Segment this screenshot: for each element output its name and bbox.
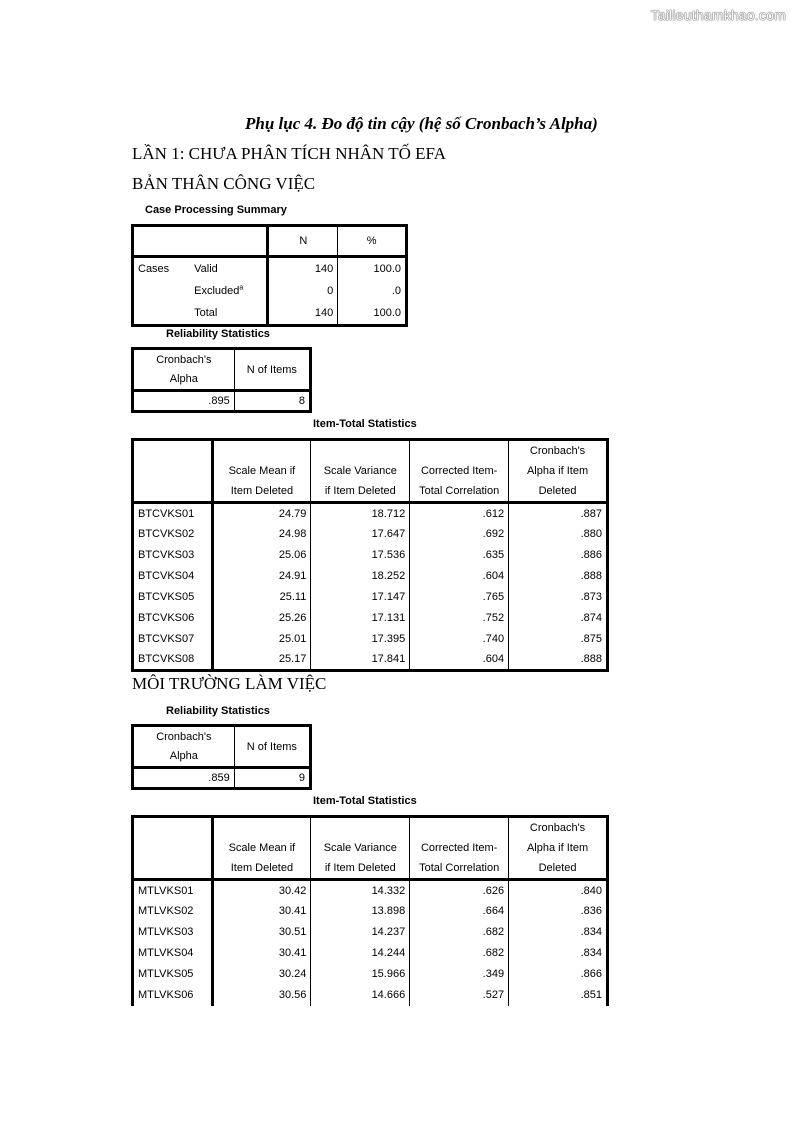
itt1-header-alpha-3: Deleted <box>509 482 608 503</box>
scale-mean-cell: 30.56 <box>212 985 311 1006</box>
alpha-if-deleted-cell: .834 <box>509 943 608 964</box>
alpha-if-deleted-cell: .887 <box>509 503 608 524</box>
scale-mean-cell: 25.11 <box>212 587 311 608</box>
cps-row <box>133 280 407 303</box>
itt2-header-var-2: if Item Deleted <box>311 859 410 880</box>
table-row <box>133 566 608 587</box>
item-label: MTLVKS05 <box>138 968 194 980</box>
cps-row-n: 140 <box>268 303 338 326</box>
scale-variance-cell: 15.966 <box>311 964 410 985</box>
corrected-correlation-cell: .765 <box>410 587 509 608</box>
itt1-header-corr-1: Corrected Item- <box>410 461 509 482</box>
scale-mean-cell: 30.41 <box>212 901 311 922</box>
cps-row <box>133 303 407 326</box>
alpha-if-deleted-cell: .886 <box>509 545 608 566</box>
cps-row-pct: 100.0 <box>338 303 407 326</box>
corrected-correlation-cell: .349 <box>410 964 509 985</box>
alpha-if-deleted-cell: .873 <box>509 587 608 608</box>
reliability-caption-2: Reliability Statistics <box>166 705 270 717</box>
item-total-caption-2: Item-Total Statistics <box>313 795 417 807</box>
scale-variance-cell: 17.536 <box>311 545 410 566</box>
item-label: MTLVKS06 <box>138 989 194 1001</box>
corrected-correlation-cell: .604 <box>410 566 509 587</box>
alpha-if-deleted-cell: .866 <box>509 964 608 985</box>
heading-lan1: LẦN 1: CHƯA PHÂN TÍCH NHÂN TỐ EFA <box>132 144 447 163</box>
itt2-header-corr-1: Corrected Item- <box>410 838 509 859</box>
itt2-header-blank <box>311 817 410 838</box>
table-row <box>133 964 608 985</box>
reliability-table-1 <box>131 347 312 413</box>
cps-row-pct: 100.0 <box>338 257 407 280</box>
heading-section-1: BẢN THÂN CÔNG VIỆC <box>132 174 316 193</box>
cps-excluded-label: Excluded <box>194 285 240 297</box>
corrected-correlation-cell: .626 <box>410 880 509 901</box>
itt1-header-blank <box>133 440 213 461</box>
itt1-header-blank <box>311 440 410 461</box>
itt1-header-alpha-2: Alpha if Item <box>509 461 608 482</box>
item-label: BTCVKS02 <box>138 528 195 540</box>
corrected-correlation-cell: .752 <box>410 608 509 629</box>
corrected-correlation-cell: .612 <box>410 503 509 524</box>
scale-mean-cell: 30.42 <box>212 880 311 901</box>
scale-variance-cell: 17.841 <box>311 650 410 671</box>
scale-variance-cell: 14.666 <box>311 985 410 1006</box>
scale-variance-cell: 14.244 <box>311 943 410 964</box>
rel1-items-value: 8 <box>234 391 310 412</box>
table-row <box>133 922 608 943</box>
cps-footnote-mark: a <box>239 284 244 292</box>
rel1-header-alpha-2: Alpha <box>133 370 235 391</box>
cps-header-blank <box>133 226 268 257</box>
table-row <box>133 985 608 1006</box>
corrected-correlation-cell: .635 <box>410 545 509 566</box>
cps-row-n: 140 <box>268 257 338 280</box>
cps-row-label: Total <box>194 307 218 320</box>
itt2-header-mean-1: Scale Mean if <box>212 838 311 859</box>
cps-row-pct: .0 <box>338 280 407 303</box>
itt1-header-blank <box>133 461 213 482</box>
itt1-header-mean-2: Item Deleted <box>212 482 311 503</box>
table-row <box>133 629 608 650</box>
rel2-header-items: N of Items <box>234 726 310 768</box>
scale-variance-cell: 17.131 <box>311 608 410 629</box>
cps-row-label <box>190 280 268 303</box>
table-row <box>133 943 608 964</box>
page-title: Phụ lục 4. Đo độ tin cậy (hệ số Cronbach’s Alpha) <box>245 114 598 133</box>
scale-mean-cell: 24.98 <box>212 524 311 545</box>
scale-variance-cell: 17.647 <box>311 524 410 545</box>
scale-mean-cell: 25.17 <box>212 650 311 671</box>
itt2-header-alpha-2: Alpha if Item <box>509 838 608 859</box>
corrected-correlation-cell: .527 <box>410 985 509 1006</box>
table-row <box>133 901 608 922</box>
scale-mean-cell: 30.41 <box>212 943 311 964</box>
corrected-correlation-cell: .682 <box>410 943 509 964</box>
cps-group-blank <box>133 280 191 303</box>
alpha-if-deleted-cell: .851 <box>509 985 608 1006</box>
scale-mean-cell: 24.79 <box>212 503 311 524</box>
alpha-if-deleted-cell: .875 <box>509 629 608 650</box>
itt1-header-blank <box>410 440 509 461</box>
item-label: BTCVKS05 <box>138 591 195 603</box>
corrected-correlation-cell: .740 <box>410 629 509 650</box>
corrected-correlation-cell: .604 <box>410 650 509 671</box>
itt1-header-mean-1: Scale Mean if <box>212 461 311 482</box>
corrected-correlation-cell: .692 <box>410 524 509 545</box>
table-row <box>133 880 608 901</box>
item-label: MTLVKS01 <box>138 884 194 897</box>
table-row <box>133 650 608 671</box>
heading-section-2: MÔI TRƯỜNG LÀM VIỆC <box>132 674 327 693</box>
scale-variance-cell: 14.332 <box>311 880 410 901</box>
rel1-header-alpha-1: Cronbach's <box>156 353 212 366</box>
alpha-if-deleted-cell: .888 <box>509 650 608 671</box>
itt2-header-blank <box>410 817 509 838</box>
scale-mean-cell: 30.51 <box>212 922 311 943</box>
itt2-header-corr-2: Total Correlation <box>410 859 509 880</box>
itt1-header-blank <box>212 440 311 461</box>
rel2-items-value: 9 <box>234 768 310 789</box>
alpha-if-deleted-cell: .874 <box>509 608 608 629</box>
rel2-header-alpha-1: Cronbach's <box>156 730 212 743</box>
rel2-alpha-value: .859 <box>208 772 230 784</box>
table-row <box>133 608 608 629</box>
itt2-header-blank <box>133 838 213 859</box>
rel1-header-items: N of Items <box>234 349 310 391</box>
cps-row-n: 0 <box>268 280 338 303</box>
rel1-alpha-value: .895 <box>208 395 230 407</box>
scale-mean-cell: 24.91 <box>212 566 311 587</box>
item-label: MTLVKS03 <box>138 926 194 938</box>
itt1-header-corr-2: Total Correlation <box>410 482 509 503</box>
item-total-caption-1: Item-Total Statistics <box>313 418 417 430</box>
scale-mean-cell: 25.06 <box>212 545 311 566</box>
scale-mean-cell: 25.01 <box>212 629 311 650</box>
itt2-header-blank <box>212 817 311 838</box>
scale-variance-cell: 17.147 <box>311 587 410 608</box>
item-total-table-2 <box>131 815 609 1006</box>
alpha-if-deleted-cell: .836 <box>509 901 608 922</box>
itt2-header-mean-2: Item Deleted <box>212 859 311 880</box>
scale-mean-cell: 30.24 <box>212 964 311 985</box>
item-label: MTLVKS02 <box>138 905 194 917</box>
itt2-header-alpha-1: Cronbach's <box>509 817 608 838</box>
alpha-if-deleted-cell: .840 <box>509 880 608 901</box>
alpha-if-deleted-cell: .880 <box>509 524 608 545</box>
itt1-header-blank <box>133 482 213 503</box>
cps-group-label: Cases <box>138 262 170 275</box>
scale-variance-cell: 17.395 <box>311 629 410 650</box>
table-row <box>133 524 608 545</box>
alpha-if-deleted-cell: .834 <box>509 922 608 943</box>
scale-mean-cell: 25.26 <box>212 608 311 629</box>
item-total-table-1 <box>131 438 609 672</box>
scale-variance-cell: 18.712 <box>311 503 410 524</box>
itt1-header-var-1: Scale Variance <box>311 461 410 482</box>
itt2-header-var-1: Scale Variance <box>311 838 410 859</box>
itt1-header-alpha-1: Cronbach's <box>509 440 608 461</box>
corrected-correlation-cell: .664 <box>410 901 509 922</box>
cps-header-pct: % <box>338 226 407 257</box>
cps-row <box>133 257 407 280</box>
cps-header-n: N <box>268 226 338 257</box>
item-label: BTCVKS04 <box>138 570 195 582</box>
scale-variance-cell: 18.252 <box>311 566 410 587</box>
scale-variance-cell: 13.898 <box>311 901 410 922</box>
rel2-header-alpha-2: Alpha <box>133 747 235 768</box>
item-label: MTLVKS04 <box>138 947 194 959</box>
case-processing-table <box>131 224 408 327</box>
table-row <box>133 587 608 608</box>
item-label: BTCVKS08 <box>138 653 195 666</box>
cps-caption: Case Processing Summary <box>145 204 287 216</box>
itt2-header-alpha-3: Deleted <box>509 859 608 880</box>
cps-group-blank <box>133 303 191 326</box>
reliability-table-2 <box>131 724 312 790</box>
watermark: Tailieuthamkhao.com <box>650 7 786 23</box>
itt2-header-blank <box>133 817 213 838</box>
alpha-if-deleted-cell: .888 <box>509 566 608 587</box>
item-label: BTCVKS07 <box>138 633 195 645</box>
reliability-caption-1: Reliability Statistics <box>166 328 270 340</box>
item-label: BTCVKS06 <box>138 612 195 624</box>
itt1-header-var-2: if Item Deleted <box>311 482 410 503</box>
scale-variance-cell: 14.237 <box>311 922 410 943</box>
corrected-correlation-cell: .682 <box>410 922 509 943</box>
item-label: BTCVKS01 <box>138 507 195 520</box>
table-row <box>133 545 608 566</box>
table-row <box>133 503 608 524</box>
cps-row-label: Valid <box>194 262 218 275</box>
itt2-header-blank <box>133 859 213 880</box>
item-label: BTCVKS03 <box>138 549 195 561</box>
